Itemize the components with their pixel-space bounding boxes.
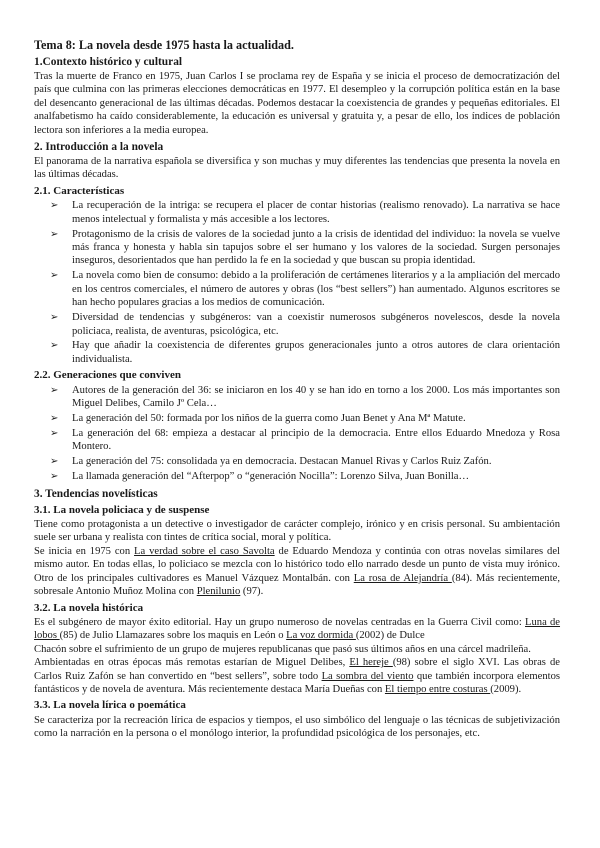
paragraph-detective-2: Se inicia en 1975 con La verdad sobre el caso Savolta de Eduardo Mendoza y continúa con otras novelas similares del mismo autor. En todas ellas, lo policiaco se mezcla con lo histórico todo ello narrado desde un punto de vista muy irónico. Otro de los principales cultivadores es Manuel Vázquez Montalbán. con La rosa de Alejandría (84). Más recientemente, sobresale Antonio Muñoz Molina con Plenilunio (97). [34, 545, 560, 598]
arrow-bullet-icon: ➢ [50, 471, 59, 483]
book-title: El tiempo entre costuras [384, 684, 491, 696]
paragraph-historical-1: Es el subgénero de mayor éxito editorial. Hay un grupo numeroso de novelas centradas en la Guerra Civil como: Luna de lobos (85) de Julio Llamazares sobre los maquis en León o La voz dormida (2002) de Dulce [34, 617, 561, 642]
paragraph-context: Tras la muerte de Franco en 1975, Juan Carlos I se proclama rey de España y se inicia el proceso de democratización del país que culmina con las primeras elecciones democráticas en 1977. El desempleo y la corrupción política están en la base del desencanto generacional de las últimas décadas. Podemos destacar la coexistencia de grandes y pequeñas editoriales. El analfabetismo ha caído considerablemente, la educación es universal y gratuita y, a pesar de ello, los índices de población lectora son inferiores a la media europea. [34, 71, 560, 136]
paragraph-historical-2: Chacón sobre el sufrimiento de un grupo de mujeres republicanas que pasó sus últimos años en una cárcel madrileña. [34, 643, 531, 655]
section-heading-detective-novel: 3.1. La novela policiaca y de suspense [34, 503, 210, 516]
arrow-bullet-icon: ➢ [50, 384, 59, 396]
list-item: ➢ La llamada generación del “Afterpop” o “generación Nocilla”: Lorenzo Silva, Juan Bonilla… [50, 471, 470, 483]
list-item: ➢ Protagonismo de la crisis de valores de la sociedad junto a la crisis de identidad del individuo: la novela se vuelve más franca y honesta y habla sin tapujos sobre el ser humano y los valores de la sociedad. Surgen personajes inseguros, desorientados que han perdido la fe en la sociedad y que buscan su propia identidad. [50, 228, 560, 267]
book-title: El hereje [349, 657, 393, 669]
document-title: Tema 8: La novela desde 1975 hasta la actualidad. [34, 38, 294, 52]
section-heading-lyric-novel: 3.3. La novela lírica o poemática [34, 699, 186, 712]
section-heading-generations: 2.2. Generaciones que conviven [34, 369, 181, 382]
arrow-bullet-icon: ➢ [50, 200, 59, 212]
section-heading-characteristics: 2.1. Características [34, 184, 125, 197]
list-item: ➢ Diversidad de tendencias y subgéneros: van a coexistir numerosos subgéneros novelescos, desde la novela policiaca, realista, de aventuras, psicológica, etc. [50, 312, 560, 337]
arrow-bullet-icon: ➢ [50, 427, 59, 439]
book-title: La rosa de Alejandría [353, 572, 452, 584]
section-heading-historical-novel: 3.2. La novela histórica [34, 601, 144, 614]
characteristics-list [34, 199, 560, 366]
section-heading-intro: 2. Introducción a la novela [34, 141, 164, 154]
book-title: Plenilunio [196, 586, 241, 598]
book-title: La sombra del viento [321, 670, 414, 682]
list-item: ➢ La generación del 68: empieza a destacar al principio de la democracia. Entre ellos Eduardo Mnedoza y Rosa Montero. [50, 427, 560, 453]
section-heading-trends: 3. Tendencias novelísticas [34, 487, 158, 500]
book-title: Luna de lobos [34, 617, 561, 642]
list-item: ➢ La recuperación de la intriga: se recupera el placer de contar historias (realismo renovado). La narrativa se hace menos intelectual y formalista y más accesible a los lectores. [50, 200, 560, 225]
arrow-bullet-icon: ➢ [50, 270, 59, 282]
list-item: ➢ Autores de la generación del 36: se iniciaron en los 40 y se han ido en torno a los 2000. Los más importantes son Miguel Delibes, Camilo Jº Cela… [50, 384, 560, 410]
paragraph-intro: El panorama de la narrativa española se diversifica y son muchas y muy diferentes las tendencias que presenta la novela en las últimas décadas. [34, 156, 560, 181]
list-item: ➢ La novela como bien de consumo: debido a la proliferación de certámenes literarios y a la ampliación del mercado en los centros comerciales, el número de autores y obras (los “best sellers”) han aumentado. Algunos escritores se han hecho populares gracias a los medios de comunicación. [50, 270, 560, 309]
arrow-bullet-icon: ➢ [50, 413, 59, 425]
arrow-bullet-icon: ➢ [50, 340, 59, 352]
arrow-bullet-icon: ➢ [50, 312, 59, 324]
arrow-bullet-icon: ➢ [50, 228, 59, 240]
arrow-bullet-icon: ➢ [50, 456, 59, 468]
list-item: ➢ Hay que añadir la coexistencia de diferentes grupos generacionales junto a otros autores de clara orientación individualista. [50, 340, 560, 365]
book-title: La verdad sobre el caso Savolta [134, 545, 275, 557]
list-item: ➢ La generación del 50: formada por los niños de la guerra como Juan Benet y Ana Mª Matute. [50, 413, 466, 425]
generations-list [34, 384, 560, 484]
section-heading-context: 1.Contexto histórico y cultural [34, 56, 183, 68]
paragraph-historical-3: Ambientadas en otras épocas más remotas estarían de Miguel Delibes, El hereje (98) sobre el siglo XVI. Las obras de Carlos Ruiz Zafón se han convertido en “best sellers”, sobre todo La sombra del viento que también incorpora elementos fantásticos y de novela de aventura. Más recientemente destaca María Dueñas con El tiempo entre costuras (2009). [34, 657, 560, 696]
list-item: ➢ La generación del 75: consolidada ya en democracia. Destacan Manuel Rivas y Carlos Ruiz Zafón. [50, 456, 492, 468]
paragraph-detective-1: Tiene como protagonista a un detective o investigador de carácter complejo, irónico y en crisis personal. Su ambientación suele ser urbana y realista con tintes de crítica social, moral y política. [34, 519, 560, 544]
book-title: La voz dormida [286, 630, 356, 642]
paragraph-lyric: Se caracteriza por la recreación lírica de espacios y tiempos, el uso simbólico del lenguaje o las técnicas de subjetivización como la narración en la persona o el monólogo interior, la profundidad psicológica de los personajes, etc. [34, 714, 560, 740]
